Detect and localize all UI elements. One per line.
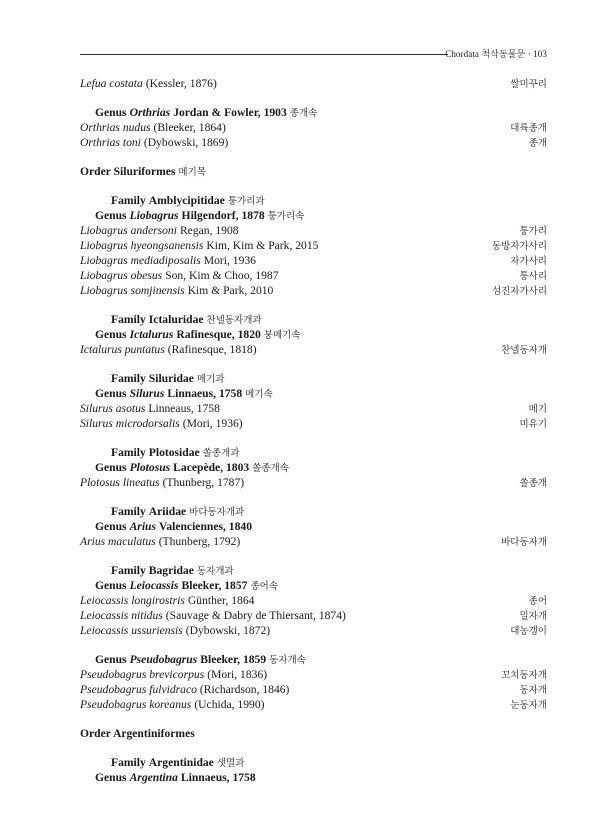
species-row — [80, 401, 547, 416]
species-korean-name: 눈동자개 — [510, 701, 547, 711]
species-row — [80, 268, 547, 283]
species-authority: Linneaus, 1758 — [148, 402, 220, 415]
species-row — [80, 135, 547, 150]
species-authority: (Thunberg, 1787) — [162, 476, 245, 489]
genus-authority: Linnaeus, 1758 — [180, 771, 256, 784]
species-row — [80, 534, 547, 549]
species-row — [80, 416, 547, 431]
family-heading — [80, 445, 547, 460]
species-name: Liobagrus andersoni — [80, 224, 177, 237]
genus-name: Liobagrus — [129, 209, 179, 222]
species-authority: Regan, 1908 — [179, 224, 239, 237]
species-authority: Son, Kim & Choo, 1987 — [165, 269, 279, 282]
species-row — [80, 623, 547, 638]
order-label: Order Siluriformes — [80, 165, 176, 178]
species-korean-name: 대농갱이 — [510, 627, 547, 637]
genus-prefix: Genus — [95, 209, 127, 222]
genus-korean-name: 종개속 — [289, 109, 318, 119]
species-korean-name: 바다동자개 — [501, 538, 547, 548]
species-name: Leiocassis nitidus — [80, 609, 163, 622]
genus-name: Orthrias — [129, 106, 171, 119]
family-heading — [80, 312, 547, 327]
genus-authority: Linnaeus, 1758 — [167, 387, 243, 400]
genus-authority: Valenciennes, 1840 — [159, 520, 252, 533]
species-row — [80, 342, 547, 357]
family-heading — [80, 504, 547, 519]
taxonomy-list — [80, 76, 547, 785]
genus-korean-name: 쏠종개속 — [252, 464, 289, 474]
family-korean-name: 샛멸과 — [216, 759, 245, 769]
species-authority: Mori, 1936 — [203, 254, 256, 267]
genus-heading — [80, 770, 547, 785]
genus-heading — [80, 652, 547, 667]
genus-heading — [80, 578, 547, 593]
species-authority: (Dybowski, 1869) — [143, 136, 229, 149]
order-label: Order Argentiniformes — [80, 727, 195, 740]
family-name: Amblycipitidae — [148, 194, 225, 207]
family-prefix: Family — [111, 756, 146, 769]
species-korean-name: 종개 — [528, 139, 547, 149]
species-name: Plotosus lineatus — [80, 476, 160, 489]
species-row — [80, 120, 547, 135]
species-row — [80, 682, 547, 697]
genus-prefix: Genus — [95, 653, 127, 666]
species-name: Silurus asotus — [80, 402, 146, 415]
species-name: Pseudobagrus koreanus — [80, 698, 192, 711]
species-name: Leiocassis longirostris — [80, 594, 185, 607]
genus-name: Argentina — [129, 771, 178, 784]
species-authority: Kim, Kim & Park, 2015 — [206, 239, 319, 252]
family-prefix: Family — [111, 564, 146, 577]
species-korean-name: 동방자가사리 — [491, 242, 547, 252]
genus-prefix: Genus — [95, 579, 127, 592]
family-korean-name: 바다동자개과 — [189, 508, 245, 518]
species-name: Pseudobagrus brevicorpus — [80, 668, 205, 681]
genus-name: Ictalurus — [129, 328, 174, 341]
genus-heading — [80, 386, 547, 401]
genus-prefix: Genus — [95, 461, 127, 474]
genus-prefix: Genus — [95, 106, 127, 119]
species-korean-name: 꼬치동자개 — [501, 671, 547, 681]
genus-name: Pseudobagrus — [129, 653, 198, 666]
family-korean-name: 퉁가리과 — [227, 197, 265, 207]
species-name: Arius maculatus — [80, 535, 156, 548]
species-korean-name: 쏠종개 — [519, 479, 547, 489]
species-row — [80, 697, 547, 712]
species-row — [80, 76, 547, 91]
species-korean-name: 동자개 — [519, 686, 547, 696]
species-korean-name: 대륙종개 — [510, 124, 547, 134]
species-korean-name: 섬진자가사리 — [491, 287, 547, 297]
genus-heading — [80, 105, 547, 120]
species-authority: Günther, 1864 — [187, 594, 255, 607]
family-name: Plotosidae — [148, 446, 200, 459]
genus-heading — [80, 327, 547, 342]
order-heading — [80, 164, 547, 179]
family-korean-name: 쏠종개과 — [202, 449, 240, 459]
species-name: Liobagrus obesus — [80, 269, 163, 282]
family-prefix: Family — [111, 194, 146, 207]
genus-authority: Bleeker, 1859 — [200, 653, 267, 666]
genus-prefix: Genus — [95, 771, 127, 784]
genus-authority: Rafinesque, 1820 — [176, 328, 261, 341]
species-authority: (Dybowski, 1872) — [185, 624, 271, 637]
species-korean-name: 메기 — [528, 405, 547, 415]
species-authority: (Mori, 1836) — [207, 668, 268, 681]
genus-name: Arius — [129, 520, 157, 533]
species-row — [80, 283, 547, 298]
family-name: Bagridae — [148, 564, 194, 577]
species-korean-name: 찬넬동자개 — [501, 346, 547, 356]
family-prefix: Family — [111, 372, 146, 385]
species-row — [80, 475, 547, 490]
species-authority: (Richardson, 1846) — [199, 683, 290, 696]
species-name: Silurus microdorsalis — [80, 417, 180, 430]
species-authority: (Mori, 1936) — [182, 417, 243, 430]
species-korean-name: 퉁사리 — [519, 272, 547, 282]
order-heading — [80, 726, 547, 741]
species-korean-name: 쌀미꾸리 — [510, 80, 547, 90]
species-authority: (Bleeker, 1864) — [153, 121, 226, 134]
genus-name: Plotosus — [129, 461, 171, 474]
genus-korean-name: 붕메기속 — [263, 331, 301, 341]
species-row — [80, 593, 547, 608]
genus-heading — [80, 519, 547, 534]
family-korean-name: 찬넬동자개과 — [206, 316, 262, 326]
genus-heading — [80, 208, 547, 223]
family-name: Ictaluridae — [148, 313, 204, 326]
species-name: Ictalurus puntatus — [80, 343, 165, 356]
genus-authority: Jordan & Fowler, 1903 — [173, 106, 287, 119]
family-name: Siluridae — [148, 372, 194, 385]
genus-korean-name: 퉁가리속 — [267, 212, 305, 222]
genus-korean-name: 메기속 — [245, 390, 273, 400]
species-authority: Kim & Park, 2010 — [187, 284, 274, 297]
species-row — [80, 608, 547, 623]
genus-authority: Bleeker, 1857 — [181, 579, 248, 592]
species-authority: (Rafinesque, 1818) — [167, 343, 257, 356]
genus-heading — [80, 460, 547, 475]
species-authority: (Kessler, 1876) — [145, 77, 217, 90]
species-name: Liobagrus mediadiposalis — [80, 254, 201, 267]
family-name: Ariidae — [148, 505, 187, 518]
family-korean-name: 동자개과 — [196, 567, 234, 577]
family-prefix: Family — [111, 505, 146, 518]
header-rule — [80, 54, 448, 55]
page-number: 103 — [533, 49, 547, 59]
genus-authority: Hilgendorf, 1878 — [181, 209, 265, 222]
species-korean-name: 자가사리 — [510, 257, 547, 267]
family-name: Argentinidae — [148, 756, 214, 769]
species-row — [80, 253, 547, 268]
species-name: Liobagrus somjinensis — [80, 284, 185, 297]
genus-korean-name: 동자개속 — [269, 656, 306, 666]
genus-prefix: Genus — [95, 520, 127, 533]
species-row — [80, 238, 547, 253]
species-korean-name: 종어 — [528, 597, 547, 607]
family-prefix: Family — [111, 313, 146, 326]
species-authority: (Sauvage & Dabry de Thiersant, 1874) — [165, 609, 346, 622]
genus-prefix: Genus — [95, 387, 127, 400]
species-name: Pseudobagrus fulvidraco — [80, 683, 197, 696]
family-heading — [80, 371, 547, 386]
family-heading — [80, 563, 547, 578]
species-authority: (Uchida, 1990) — [194, 698, 265, 711]
species-name: Orthrias nudus — [80, 121, 151, 134]
family-prefix: Family — [111, 446, 146, 459]
genus-korean-name: 종어속 — [250, 582, 278, 592]
running-title: Chordata 척삭동물문 — [445, 49, 526, 59]
family-heading — [80, 193, 547, 208]
genus-prefix: Genus — [95, 328, 127, 341]
family-heading — [80, 755, 547, 770]
species-korean-name: 밀자개 — [519, 612, 547, 622]
species-name: Orthrias toni — [80, 136, 141, 149]
family-korean-name: 메기과 — [196, 375, 225, 385]
species-korean-name: 퉁가리 — [519, 227, 547, 237]
species-korean-name: 미유기 — [519, 420, 547, 430]
order-korean-name: 메기목 — [178, 168, 206, 178]
species-name: Lefua costata — [80, 77, 143, 90]
running-header — [445, 47, 547, 60]
header-separator: · — [527, 49, 531, 59]
species-row — [80, 223, 547, 238]
species-name: Leiocassis ussuriensis — [80, 624, 183, 637]
species-name: Liobagrus hyeongsanensis — [80, 239, 204, 252]
species-row — [80, 667, 547, 682]
species-authority: (Thunberg, 1792) — [158, 535, 241, 548]
genus-name: Silurus — [129, 387, 165, 400]
genus-authority: Lacepède, 1803 — [173, 461, 250, 474]
genus-name: Leiocassis — [129, 579, 179, 592]
